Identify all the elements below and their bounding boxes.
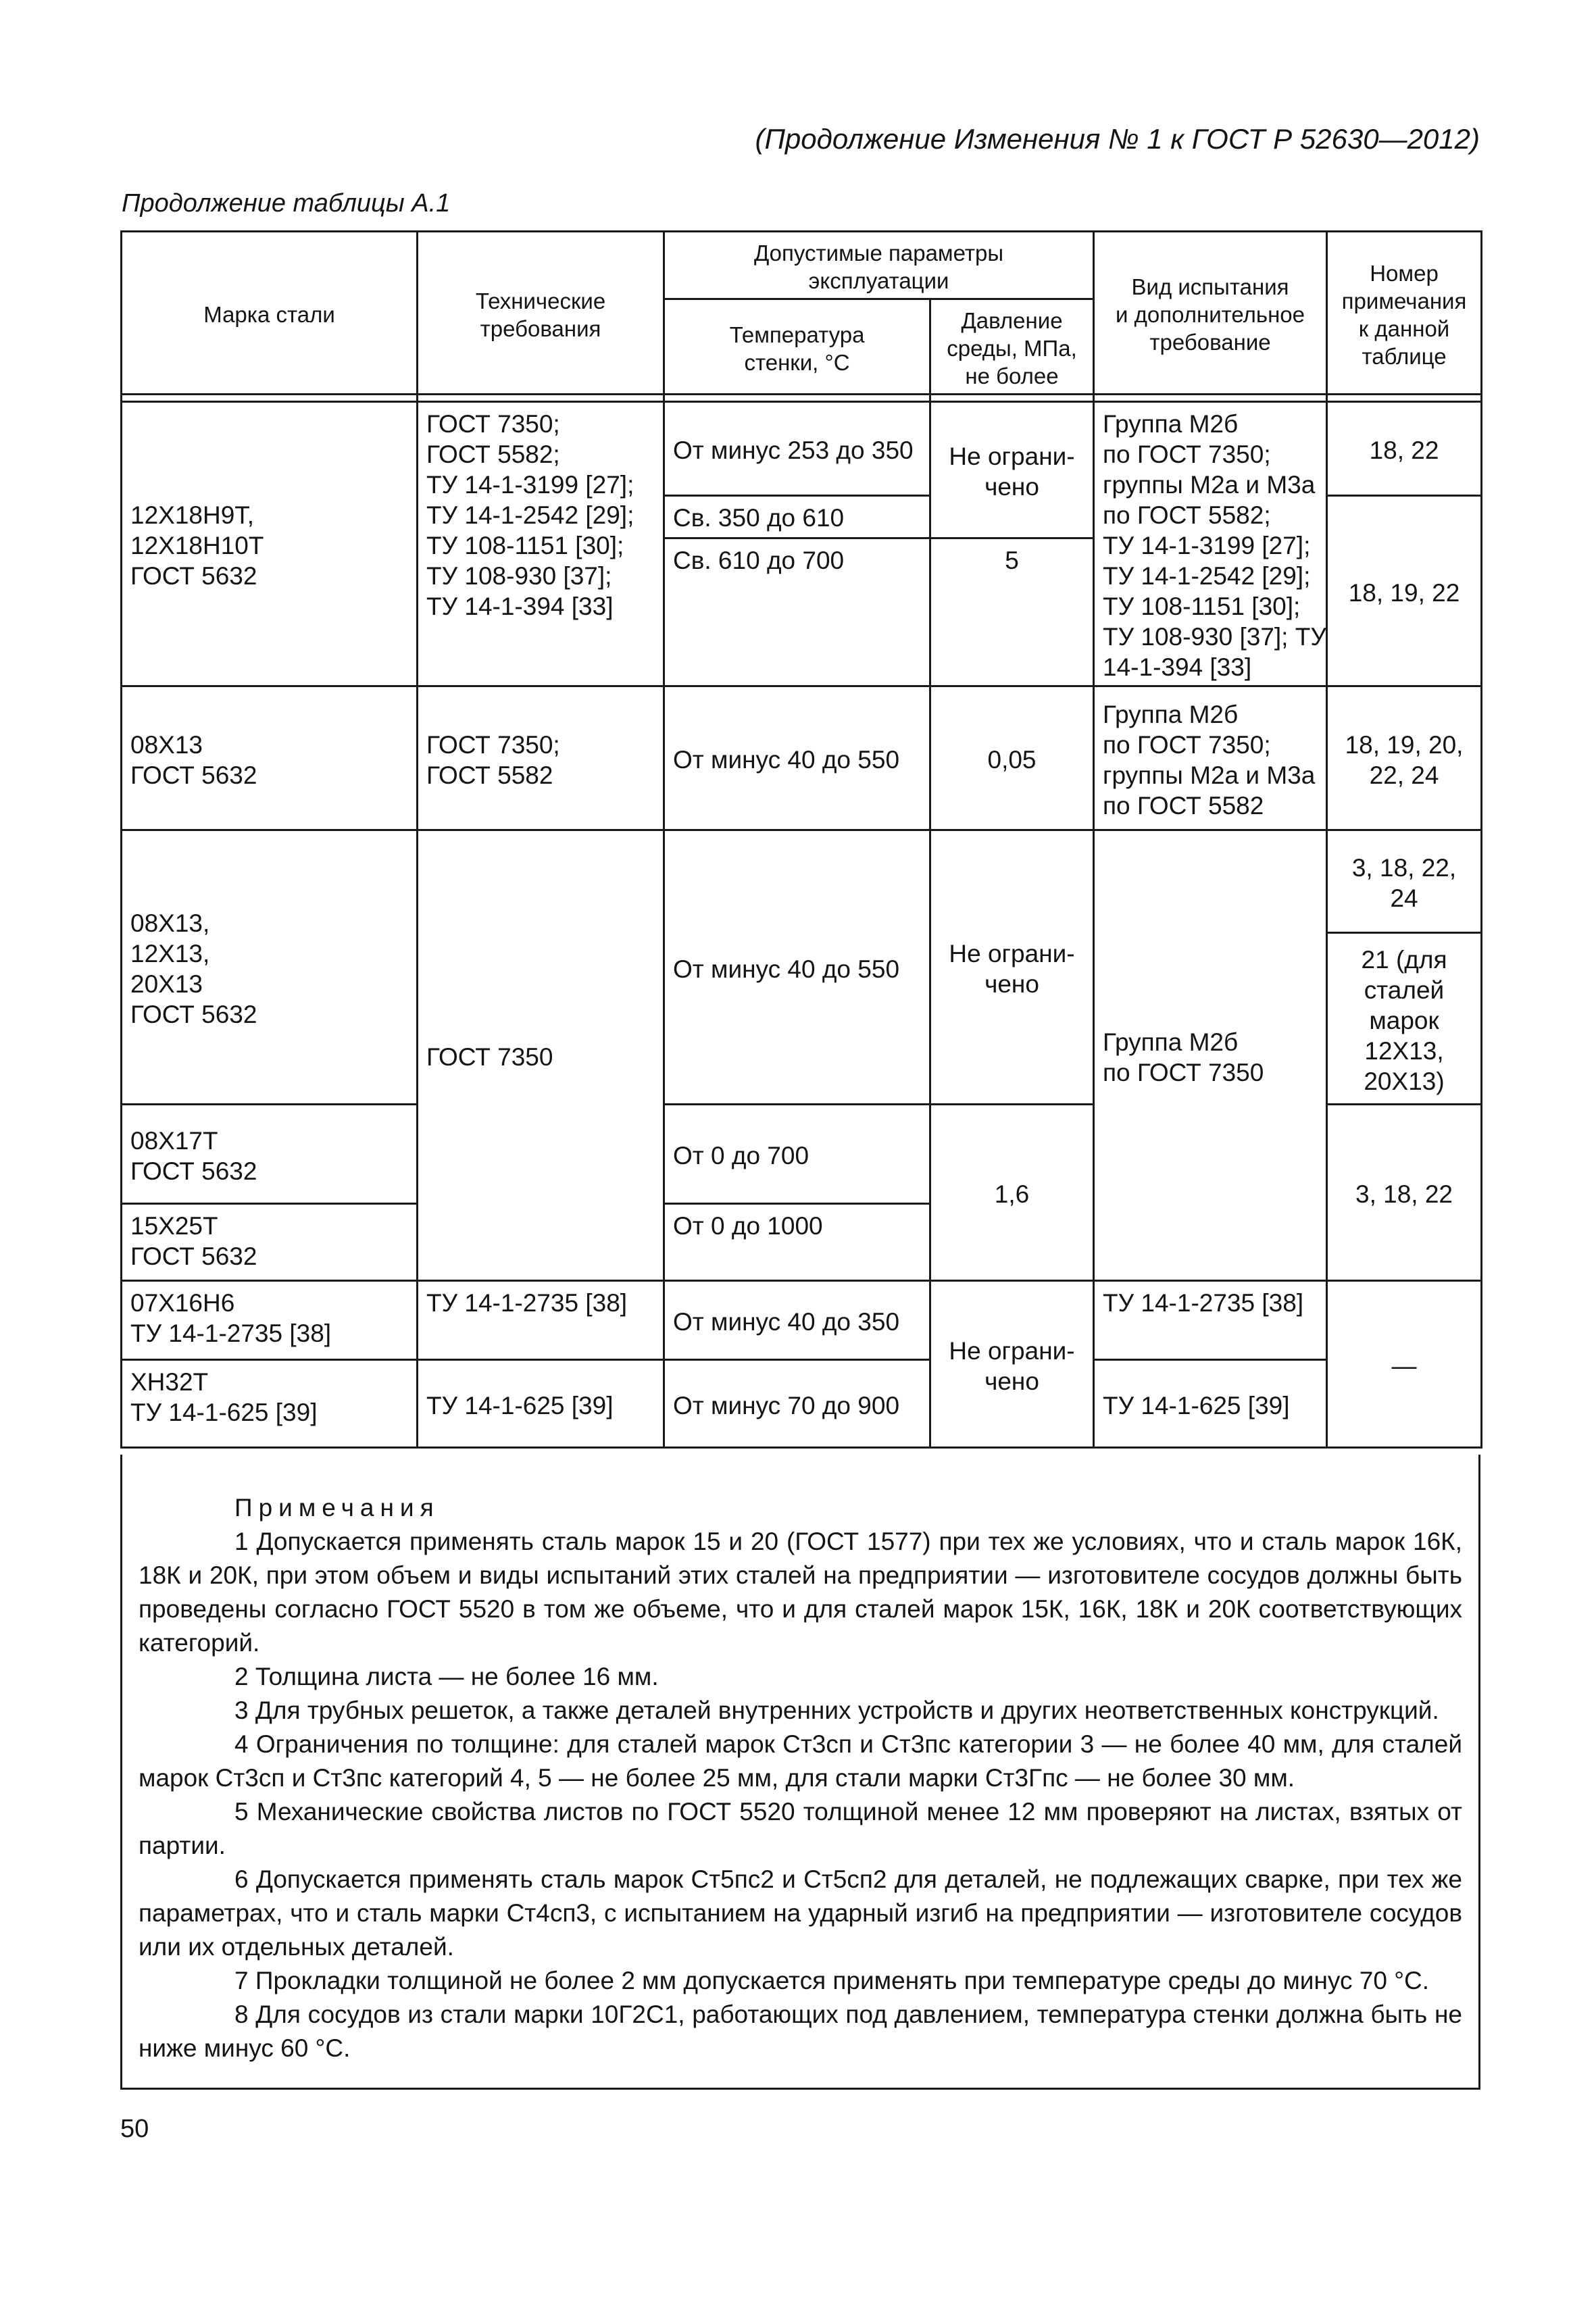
pressure-1-6: 1,6 bbox=[930, 1105, 1094, 1281]
cell-line: таблице bbox=[1362, 343, 1447, 369]
header-test-type bbox=[1094, 232, 1327, 395]
temp-610-700: Св. 610 до 700 bbox=[664, 538, 930, 686]
cell-line: 08Х17Т bbox=[130, 1126, 218, 1155]
cell-line: чено bbox=[984, 473, 1039, 501]
note-3-18-22: 3, 18, 22 bbox=[1327, 1105, 1482, 1281]
pressure-unlimited-2 bbox=[930, 830, 1094, 1105]
cell-line: ТУ 108-930 [37]; ТУ bbox=[1103, 623, 1326, 651]
note-item: 3 Для трубных решеток, а также деталей внутренних устройств и других неответственных конструкций. bbox=[234, 1696, 1439, 1724]
test-m2b-gost-7350 bbox=[1094, 830, 1327, 1281]
header-steel-grade: Марка стали bbox=[122, 232, 418, 395]
note-item: 4 Ограничения по толщине: для сталей марок Ст3сп и Ст3пс категории 3 — не более 40 мм, для сталей марок Ст3сп и Ст3пс категорий 4, 5 — не более 25 мм, для стали марки Ст3Гпс — не более 30 мм. bbox=[139, 1730, 1462, 1792]
cell-line: 20Х13 bbox=[130, 970, 203, 998]
cell-line: чено bbox=[984, 1367, 1039, 1395]
note-item: 2 Толщина листа — не более 16 мм. bbox=[234, 1663, 659, 1690]
running-title: (Продолжение Изменения № 1 к ГОСТ Р 52630—2012) bbox=[755, 123, 1480, 155]
cell-line: группы М2а и М3а bbox=[1103, 761, 1316, 789]
cell-line: 3, 18, 22, bbox=[1351, 854, 1457, 882]
cell-line: ТУ 108-930 [37]; bbox=[426, 562, 612, 590]
pressure-5: 5 bbox=[930, 538, 1094, 686]
cell-line: сталей bbox=[1364, 976, 1445, 1004]
cell-line: 12Х18Н10Т bbox=[130, 532, 264, 559]
header-wall-temperature bbox=[664, 299, 930, 395]
header-note-number bbox=[1327, 232, 1482, 395]
cell-line: марок bbox=[1369, 1006, 1439, 1034]
note-item: 8 Для сосудов из стали марки 10Г2С1, работающих под давлением, температура стенки должна быть не ниже минус 60 °С. bbox=[139, 2001, 1462, 2062]
cell-line: эксплуатации bbox=[808, 268, 949, 293]
steel-table bbox=[120, 230, 1482, 1449]
cell-line: ГОСТ 7350; bbox=[426, 730, 560, 759]
note-18-19-20-22-24 bbox=[1327, 686, 1482, 830]
cell-line: ТУ 14-1-3199 [27]; bbox=[426, 471, 634, 499]
grade-07x16n6 bbox=[122, 1281, 418, 1360]
grade-xn32t bbox=[122, 1360, 418, 1448]
notes-block bbox=[120, 1455, 1480, 2090]
cell-line: по ГОСТ 7350; bbox=[1103, 730, 1271, 759]
cell-line: по ГОСТ 7350; bbox=[1103, 441, 1271, 468]
cell-line: 22, 24 bbox=[1369, 761, 1439, 789]
cell-line: Группа М2б bbox=[1103, 700, 1239, 728]
cell-line: ГОСТ 5632 bbox=[130, 1001, 257, 1028]
note-3-18-22-24 bbox=[1327, 830, 1482, 933]
cell-line: Допустимые параметры bbox=[753, 241, 1004, 266]
req-12x18n9t bbox=[418, 402, 664, 686]
cell-line: Технические bbox=[475, 288, 606, 313]
test-tu-14-1-625: ТУ 14-1-625 [39] bbox=[1094, 1360, 1327, 1448]
cell-line: Номер bbox=[1370, 260, 1439, 286]
header-operating-params bbox=[664, 232, 1094, 299]
note-21 bbox=[1327, 933, 1482, 1105]
cell-line: чено bbox=[984, 970, 1039, 998]
test-12x18n9t bbox=[1094, 402, 1327, 686]
cell-line: Не ограни- bbox=[949, 443, 1075, 470]
test-tu-14-1-2735: ТУ 14-1-2735 [38] bbox=[1094, 1281, 1327, 1360]
grade-08x13-12x13-20x13 bbox=[122, 830, 418, 1105]
cell-line: ТУ 14-1-2735 [38] bbox=[130, 1319, 332, 1347]
note-item: 1 Допускается применять сталь марок 15 и 20 (ГОСТ 1577) при тех же условиях, что и сталь марок 16К, 18К и 20К, при этом объем и виды испытаний этих сталей на предприятии — изготовителе сосудов должны быть проведены согласно ГОСТ 5520 в том же объеме, что и для сталей марок 15К, 16К, 18К и 20К соответствующих категорий. bbox=[139, 1528, 1462, 1657]
cell-line: ГОСТ 5582; bbox=[426, 441, 560, 468]
page-number: 50 bbox=[120, 2115, 149, 2143]
cell-line: ТУ 14-1-625 [39] bbox=[130, 1399, 318, 1426]
temp-minus40-550-b: От минус 40 до 550 bbox=[664, 830, 930, 1105]
pressure-unlimited-3 bbox=[930, 1281, 1094, 1448]
req-gost-7350: ГОСТ 7350 bbox=[418, 830, 664, 1281]
table-caption: Продолжение таблицы А.1 bbox=[122, 189, 451, 218]
cell-line: 12Х18Н9Т, bbox=[130, 501, 255, 529]
req-tu-14-1-2735: ТУ 14-1-2735 [38] bbox=[418, 1281, 664, 1360]
temp-minus253-350: От минус 253 до 350 bbox=[664, 402, 930, 496]
cell-line: Не ограни- bbox=[949, 1336, 1075, 1365]
cell-line: 18, 19, 20, bbox=[1345, 730, 1464, 759]
grade-08x17t bbox=[122, 1105, 418, 1204]
cell-line: ГОСТ 5582 bbox=[426, 761, 553, 789]
cell-line: среды, МПа, bbox=[947, 336, 1077, 361]
note-item: 5 Механические свойства листов по ГОСТ 5520 толщиной менее 12 мм проверяют на листах, взятых от партии. bbox=[139, 1798, 1462, 1859]
cell-line: 07Х16Н6 bbox=[130, 1289, 235, 1317]
cell-line: 08Х13, bbox=[130, 909, 210, 937]
cell-line: к данной bbox=[1358, 316, 1450, 341]
cell-line: ГОСТ 5632 bbox=[130, 562, 257, 590]
cell-line: не более bbox=[965, 363, 1059, 388]
test-08x13 bbox=[1094, 686, 1327, 830]
cell-line: 12Х13, bbox=[1364, 1036, 1444, 1065]
cell-line: ТУ 108-1151 [30]; bbox=[1103, 593, 1301, 620]
cell-line: ХН32Т bbox=[130, 1368, 209, 1396]
cell-line: Вид испытания bbox=[1131, 274, 1289, 299]
note-18-19-22: 18, 19, 22 bbox=[1327, 496, 1482, 686]
cell-line: Давление bbox=[961, 308, 1063, 333]
note-item: 7 Прокладки толщиной не более 2 мм допускается применять при температуре среды до минус 70 °С. bbox=[234, 1967, 1429, 1994]
cell-line: ТУ 14-1-394 [33] bbox=[426, 593, 614, 620]
cell-line: по ГОСТ 7350 bbox=[1103, 1058, 1264, 1086]
grade-12x18n9t bbox=[122, 402, 418, 686]
cell-line: ТУ 14-1-2542 [29]; bbox=[1103, 562, 1311, 590]
cell-line: 12Х13, bbox=[130, 940, 210, 967]
cell-line: Температура bbox=[729, 322, 865, 347]
cell-line: ГОСТ 7350; bbox=[426, 410, 560, 438]
cell-line: требование bbox=[1149, 330, 1271, 355]
cell-line: стенки, °С bbox=[744, 349, 850, 375]
grade-08x13 bbox=[122, 686, 418, 830]
cell-line: по ГОСТ 5582; bbox=[1103, 501, 1271, 529]
cell-line: 14-1-394 [33] bbox=[1103, 653, 1252, 681]
cell-line: ГОСТ 5632 bbox=[130, 1242, 257, 1270]
note-18-22: 18, 22 bbox=[1327, 402, 1482, 496]
cell-line: Группа М2б bbox=[1103, 410, 1239, 438]
pressure-unlimited-1 bbox=[930, 402, 1094, 538]
req-08x13 bbox=[418, 686, 664, 830]
cell-line: ТУ 108-1151 [30]; bbox=[426, 532, 624, 559]
cell-line: ТУ 14-1-2542 [29]; bbox=[426, 501, 634, 529]
cell-line: группы М2а и М3а bbox=[1103, 471, 1316, 499]
temp-0-700: От 0 до 700 bbox=[664, 1105, 930, 1204]
temp-minus70-900: От минус 70 до 900 bbox=[664, 1360, 930, 1448]
temp-0-1000: От 0 до 1000 bbox=[664, 1204, 930, 1281]
temp-minus40-350: От минус 40 до 350 bbox=[664, 1281, 930, 1360]
cell-line: Не ограни- bbox=[949, 940, 1075, 967]
req-tu-14-1-625: ТУ 14-1-625 [39] bbox=[418, 1360, 664, 1448]
cell-line: требования bbox=[480, 316, 601, 341]
pressure-0-05: 0,05 bbox=[930, 686, 1094, 830]
cell-line: примечания bbox=[1341, 288, 1467, 313]
cell-line: 20Х13) bbox=[1364, 1067, 1445, 1095]
note-dash: — bbox=[1327, 1281, 1482, 1448]
notes-title: Примечания bbox=[234, 1494, 440, 1521]
header-pressure bbox=[930, 299, 1094, 395]
cell-line: ГОСТ 5632 bbox=[130, 1157, 257, 1185]
header-tech-requirements bbox=[418, 232, 664, 395]
temp-350-610: Св. 350 до 610 bbox=[664, 496, 930, 538]
note-item: 6 Допускается применять сталь марок Ст5пс2 и Ст5сп2 для деталей, не подлежащих сварке, при тех же параметрах, что и сталь марки Ст4сп3, с испытанием на ударный изгиб на предприятии — изготовителе сосудов или их отдельных деталей. bbox=[139, 1865, 1462, 1961]
cell-line: ТУ 14-1-3199 [27]; bbox=[1103, 532, 1311, 559]
cell-line: 24 bbox=[1390, 884, 1418, 912]
cell-line: по ГОСТ 5582 bbox=[1103, 791, 1264, 820]
cell-line: Группа М2б bbox=[1103, 1028, 1239, 1056]
grade-15x25t bbox=[122, 1204, 418, 1281]
cell-line: 15Х25Т bbox=[130, 1212, 218, 1240]
cell-line: 08Х13 bbox=[130, 730, 203, 759]
cell-line: и дополнительное bbox=[1116, 302, 1305, 327]
temp-minus40-550-a: От минус 40 до 550 bbox=[664, 686, 930, 830]
cell-line: 21 (для bbox=[1361, 945, 1447, 974]
cell-line: ГОСТ 5632 bbox=[130, 761, 257, 789]
